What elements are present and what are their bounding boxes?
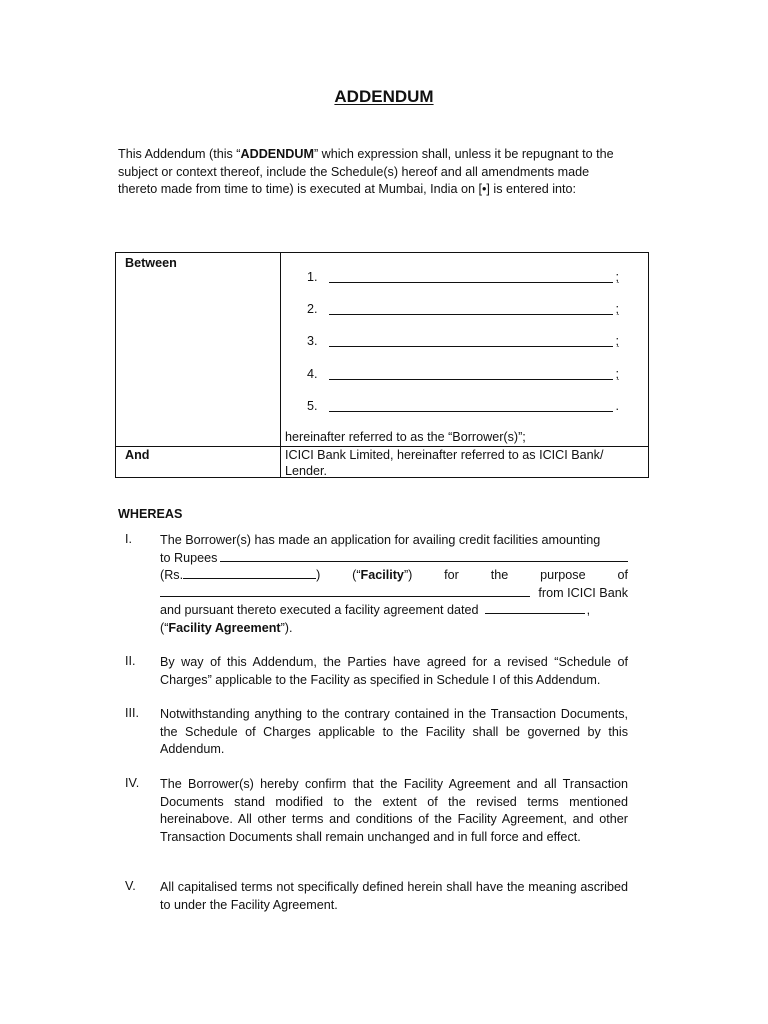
item-numeral: IV. [125,776,140,790]
amount-figures-blank[interactable] [183,567,316,579]
intro-text-1: This Addendum (this “ [118,147,241,161]
item-text: By way of this Addendum, the Parties have agreed for a revised “Schedule of Charges” applicable to the Facility as specified in Schedule I of this Addendum. [160,655,628,687]
whereas-item-5 [118,879,628,915]
intro-text-2: ” which expression shall, unless it be repugnant to the subject or context thereof, include the Schedule(s) hereof and all amendments made thereto made from time to time) is executed at Mumbai, India on [•] is entered into: [118,147,614,196]
item-body [160,532,628,637]
borrower-row [307,399,619,415]
comma: , [586,603,591,617]
fa-open: (“ [160,620,169,635]
facility-bold: Facility [360,568,404,582]
table-column-divider [280,253,281,477]
borrower-name-blank[interactable] [329,282,613,283]
facility-open: (“ [352,568,361,582]
item-line [160,567,628,585]
borrower-row [307,270,619,286]
borrower-number: 3. [307,334,318,348]
word-of: of [617,568,628,582]
item-line [160,585,628,603]
borrowers-reference: hereinafter referred to as the “Borrower(s)”; [285,430,526,444]
word-the: the [490,568,509,582]
intro-paragraph [118,146,626,199]
borrower-row [307,367,619,383]
borrower-name-blank[interactable] [329,314,613,315]
borrower-name-blank[interactable] [329,411,613,412]
rs-close: ) [316,568,321,582]
facility-close: ”) [403,568,413,582]
pursuant-text: and pursuant thereto executed a facility agreement dated [160,603,479,617]
borrower-number: 2. [307,302,318,316]
word-purpose: purpose [540,568,586,582]
item-text: All capitalised terms not specifically defined herein shall have the meaning ascribed to under the Facility Agreement. [160,880,628,912]
between-label: Between [125,256,177,270]
item-numeral: III. [125,706,139,720]
borrower-name-blank[interactable] [329,379,613,380]
parties-table [115,252,649,478]
item-numeral: V. [125,879,136,893]
to-rupees-label: to Rupees [160,550,218,565]
purpose-blank[interactable] [160,585,530,597]
word-for: for [444,568,459,582]
document-title: ADDENDUM [334,87,434,106]
item-numeral: I. [125,532,132,546]
borrower-punct: ; [615,367,619,381]
from-bank-text: from ICICI Bank [538,585,628,600]
borrower-number: 1. [307,270,318,284]
fa-close: ”). [280,620,293,635]
whereas-item-1 [118,532,628,642]
item-line [160,602,628,620]
borrower-punct: ; [615,270,619,284]
whereas-heading: WHEREAS [118,507,183,521]
borrower-row [307,302,619,318]
lender-description: ICICI Bank Limited, hereinafter referred to as ICICI Bank/ Lender. [285,448,604,478]
and-label: And [125,448,150,462]
borrower-number: 5. [307,399,318,413]
borrower-row [307,334,619,350]
agreement-date-blank[interactable] [485,602,585,614]
borrower-name-blank[interactable] [329,346,613,347]
item-text: The Borrower(s) hereby confirm that the Facility Agreement and all Transaction Documents stand modified to the extent of the revised terms mentioned hereinabove. All other terms and conditions of the Facility Agreement, and other Transaction Documents shall remain unchanged and in full force and effect. [160,777,628,844]
item-text: The Borrower(s) has made an application for availing credit facilities amounting [160,533,601,547]
borrower-punct: ; [615,302,619,316]
item-line [160,620,628,638]
borrower-punct: ; [615,334,619,348]
borrower-punct: . [615,399,619,413]
rs-open: (Rs. [160,568,184,582]
whereas-item-4 [118,776,628,866]
item-line [160,532,628,550]
whereas-item-2 [118,654,628,690]
fa-bold: Facility Agreement [168,620,281,635]
amount-words-blank[interactable] [220,550,628,562]
whereas-item-3 [118,706,628,760]
item-line [160,550,628,568]
borrower-number: 4. [307,367,318,381]
item-numeral: II. [125,654,136,668]
intro-bold-addendum: ADDENDUM [240,147,314,161]
item-text: Notwithstanding anything to the contrary contained in the Transaction Documents, the Schedule of Charges applicable to the Facility shall be governed by this Addendum. [160,707,628,756]
